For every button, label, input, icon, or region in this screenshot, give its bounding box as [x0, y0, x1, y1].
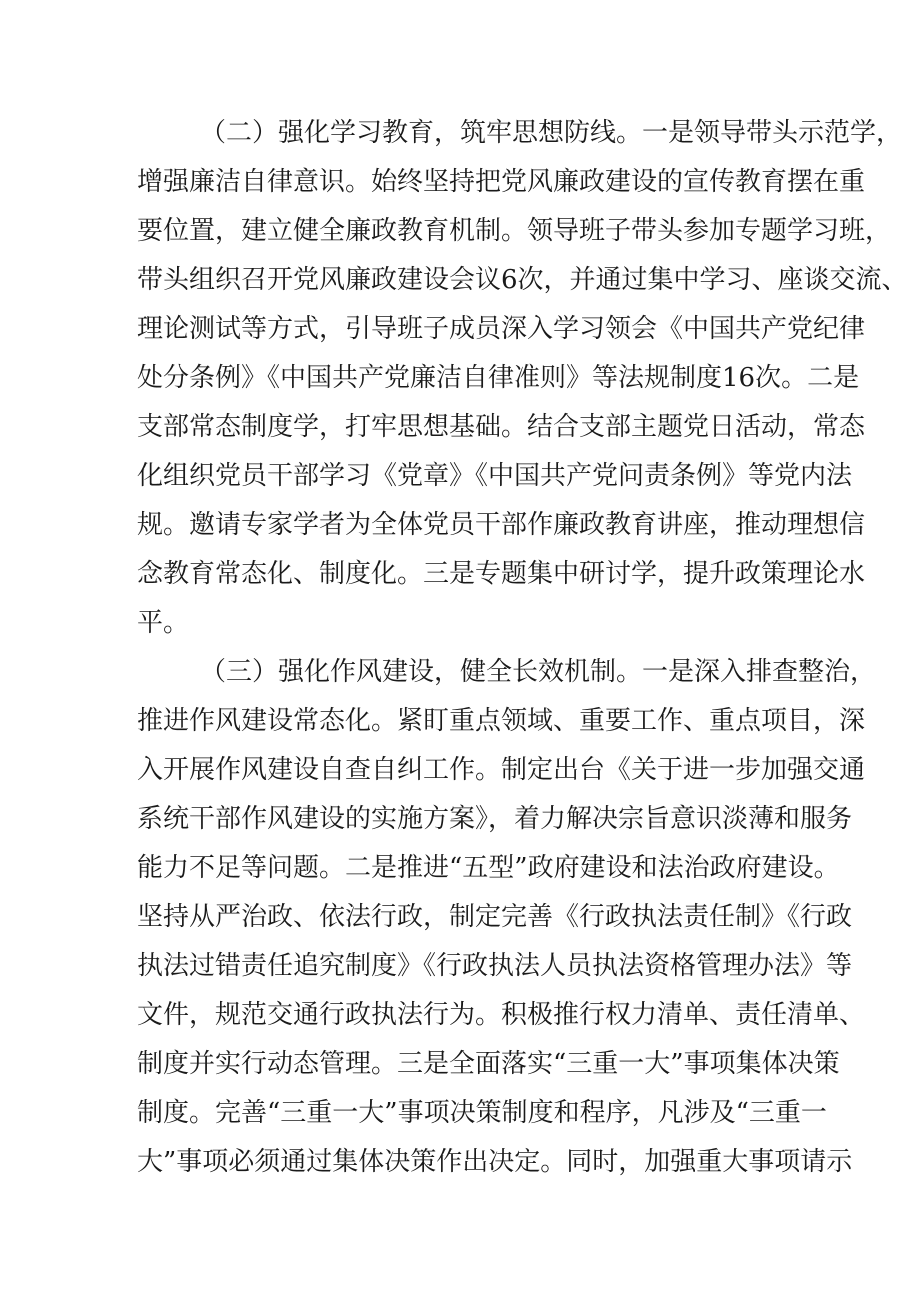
paragraph-2-line-9: 规。邀请专家学者为全体党员干部作廉政教育讲座，推动理想信 — [137, 510, 866, 540]
paragraph-2-line-10: 念教育常态化、制度化。三是专题集中研讨学，提升政策理论水 — [137, 559, 866, 589]
paragraph-2-line-7: 支部常态制度学，打牢思想基础。结合支部主题党日活动，常态 — [137, 412, 866, 442]
paragraph-2-line-11: 平。 — [137, 608, 190, 638]
paragraph-3-line-4: 系统干部作风建设的实施方案》，着力解决宗旨意识淡薄和服务 — [137, 804, 853, 834]
paragraph-3-line-9: 制度并实行动态管理。三是全面落实“三重一大”事项集体决策 — [137, 1049, 840, 1079]
paragraph-3-line-2: 推进作风建设常态化。紧盯重点领域、重要工作、重点项目，深 — [137, 706, 866, 736]
paragraph-3-line-1: （三）强化作风建设，健全长效机制。一是深入排查整治， — [200, 657, 877, 687]
paragraph-2-line-8: 化组织党员干部学习《党章》《中国共产党问责条例》等党内法 — [137, 461, 853, 491]
paragraph-3-line-7: 执法过错责任追究制度》《行政执法人员执法资格管理办法》等 — [137, 951, 853, 981]
paragraph-2-line-1: （二）强化学习教育，筑牢思想防线。一是领导带头示范学， — [200, 118, 903, 148]
paragraph-3-line-6: 坚持从严治政、依法行政，制定完善《行政执法责任制》《行政 — [137, 902, 853, 932]
paragraph-3-line-8: 文件，规范交通行政执法行为。积极推行权力清单、责任清单、 — [137, 1000, 866, 1030]
paragraph-2-line-6: 处分条例》《中国共产党廉洁自律准则》等法规制度16次。二是 — [137, 363, 860, 393]
paragraph-2-line-5: 理论测试等方式，引导班子成员深入学习领会《中国共产党纪律 — [137, 314, 866, 344]
paragraph-3-line-3: 入开展作风建设自查自纠工作。制定出台《关于进一步加强交通 — [137, 755, 866, 785]
paragraph-2-line-2: 增强廉洁自律意识。始终坚持把党风廉政建设的宣传教育摆在重 — [137, 167, 866, 197]
paragraph-3-line-5: 能力不足等问题。二是推进“五型”政府建设和法治政府建设。 — [137, 853, 840, 883]
paragraph-2-line-4: 带头组织召开党风廉政建设会议6次，并通过集中学习、座谈交流、 — [137, 265, 908, 295]
paragraph-3-line-11: 大”事项必须通过集体决策作出决定。同时，加强重大事项请示 — [137, 1147, 853, 1177]
paragraph-2-line-3: 要位置，建立健全廉政教育机制。领导班子带头参加专题学习班， — [137, 216, 892, 246]
paragraph-3-line-10: 制度。完善“三重一大”事项决策制度和程序，凡涉及“三重一 — [137, 1098, 827, 1128]
